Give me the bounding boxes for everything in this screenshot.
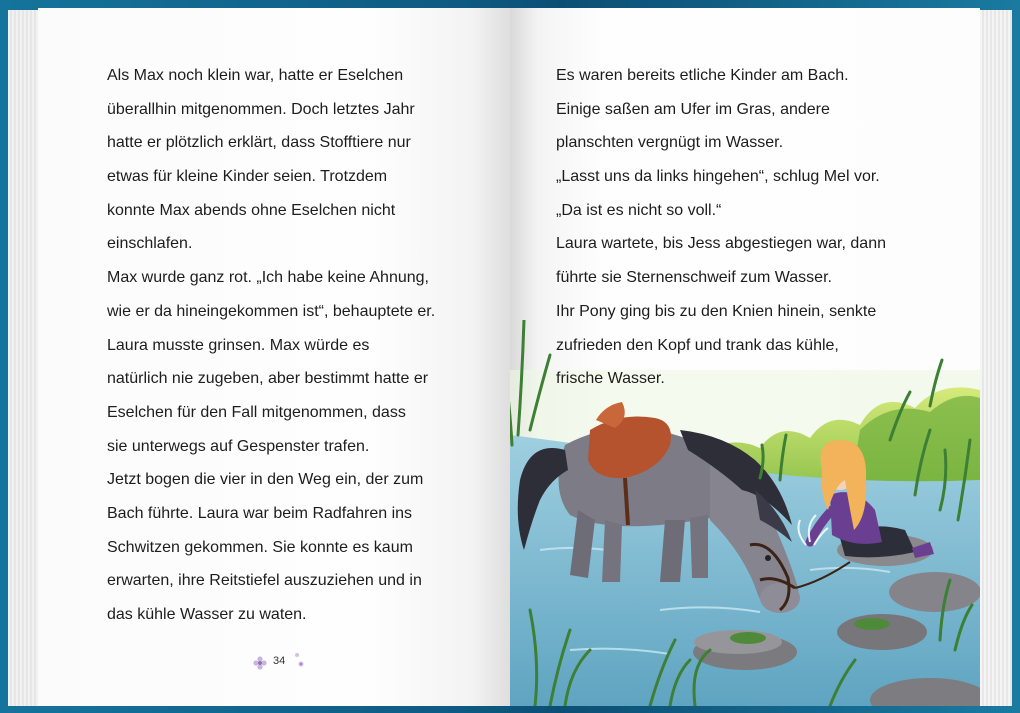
text-line: das kühle Wasser zu waten. [107,606,307,623]
text-line: „Da ist es nicht so voll.“ [556,201,722,219]
flower-ornament-icon [292,651,306,669]
right-page-stack-edge [976,10,1012,706]
text-line: „Lasst uns da links hingehen“, schlug Mel vor. [556,168,880,186]
text-line: Ihr Pony ging bis zu den Knien hinein, senkte [556,302,877,320]
text-line: Als Max noch klein war, hatte er Eselchen [107,67,404,84]
text-line: Bach führte. Laura war beim Radfahren ins [107,504,413,522]
page-number: 34 [273,655,286,667]
text-line: etwas für kleine Kinder seien. Trotzdem [107,168,388,186]
text-line: Laura wartete, bis Jess abgestiegen war, dann [556,235,886,253]
text-line: planschten vergnügt im Wasser. [556,134,784,152]
flower-ornament-icon [252,655,268,671]
text-line: zufrieden den Kopf und trank das kühle, [556,336,839,354]
text-line: konnte Max abends ohne Eselchen nicht [107,201,396,219]
text-line: frische Wasser. [556,370,665,388]
text-line: Einige saßen am Ufer im Gras, andere [556,100,830,118]
text-line: Eselchen für den Fall mitgenommen, dass [107,403,406,421]
text-line: führte sie Sternenschweif zum Wasser. [556,269,832,287]
text-line: Laura musste grinsen. Max würde es [107,336,370,354]
text-line: einschlafen. [107,235,193,253]
text-line: Schwitzen gekommen. Sie konnte es kaum [107,538,413,556]
text-line: überallhin mitgenommen. Doch letztes Jahr [107,100,415,118]
text-line: natürlich nie zugeben, aber bestimmt hatte er [107,370,429,388]
left-page-stack-edge [8,10,42,706]
text-line: sie unterwegs auf Gespenster trafen. [107,437,370,455]
text-line: Es waren bereits etliche Kinder am Bach. [556,67,849,84]
text-line: Jetzt bogen die vier in den Weg ein, der zum [107,471,424,489]
text-line: erwarten, ihre Reitstiefel auszuziehen und in [107,572,422,590]
text-line: hatte er plötzlich erklärt, dass Stofftiere nur [107,134,411,152]
text-line: wie er da hineingekommen ist“, behauptete er. [107,302,436,320]
left-page-text [107,59,435,632]
text-line: Max wurde ganz rot. „Ich habe keine Ahnung, [107,269,429,287]
right-page-text [556,59,886,396]
